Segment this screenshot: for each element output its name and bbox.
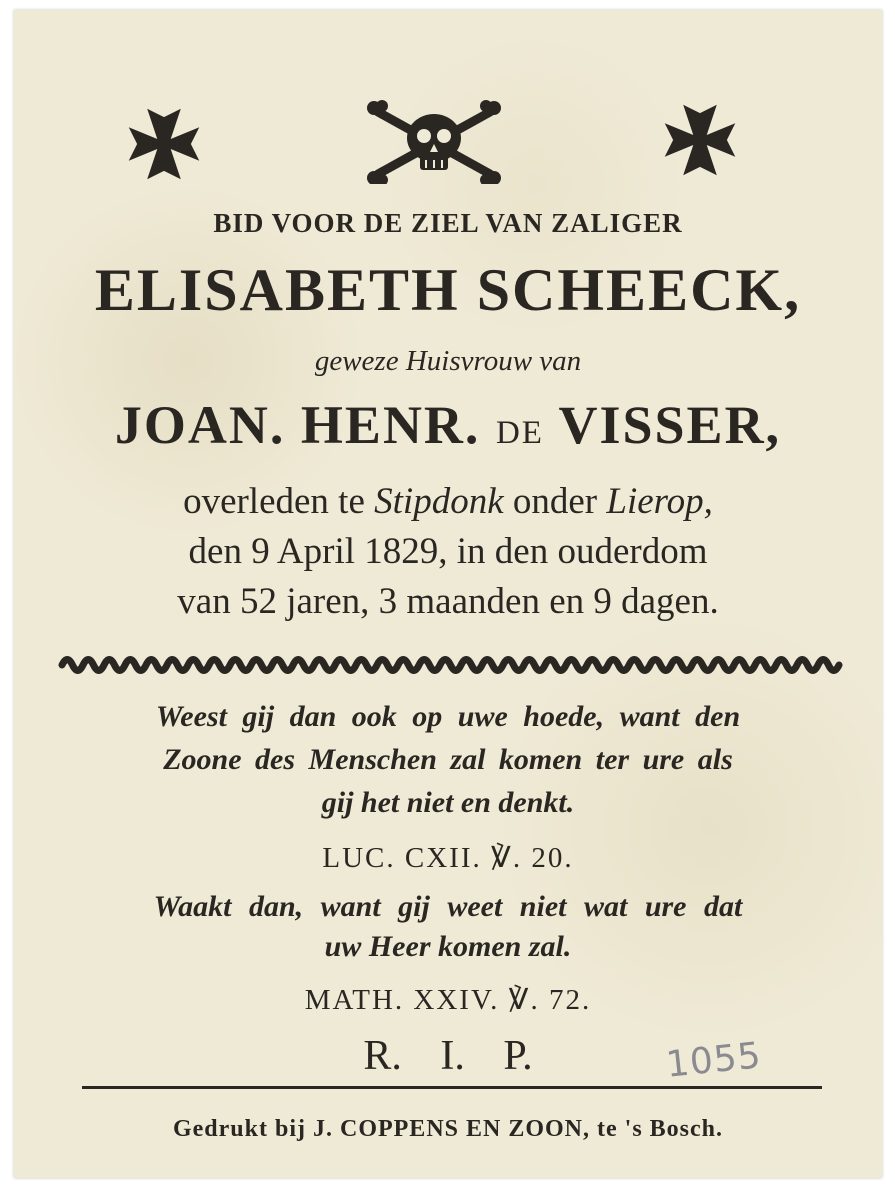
wave-divider-line: [62, 660, 839, 671]
verse1-line2: Zoone des Menschen zal komen ter ure als: [163, 743, 733, 776]
deceased-name: ELISABETH SCHEECK,: [94, 257, 802, 323]
wave-divider: [14, 650, 882, 680]
husband-particle: DE: [495, 415, 544, 451]
death-place-prefix: overleden te: [183, 481, 365, 522]
husband-first-names: JOAN. HENR.: [114, 395, 481, 455]
memorial-card: [14, 10, 882, 1178]
husband-surname: VISSER,: [558, 395, 782, 455]
prayer-heading: BID VOOR DE ZIEL VAN ZALIGER: [213, 208, 683, 238]
verse1-line3: gij het niet en denkt.: [321, 786, 575, 819]
relation-text: geweze Huisvrouw van: [314, 345, 582, 377]
maltese-cross-icon: [122, 102, 206, 186]
verse2-line2: uw Heer komen zal.: [324, 930, 572, 963]
death-date-line: den 9 April 1829, in den ouderdom: [188, 531, 708, 572]
verse1-reference: LUC. CXII. ℣. 20.: [322, 842, 574, 874]
verse2-line1: Waakt dan, want gij weet niet wat ure dat: [153, 890, 743, 923]
printer-credit: Gedrukt bij J. COPPENS EN ZOON, te 's Bosch.: [172, 1116, 724, 1142]
maltese-cross-icon: [658, 98, 742, 182]
husband-name: [14, 394, 882, 456]
ornament-row: [14, 98, 882, 208]
skull-and-crossbones-icon: [364, 100, 504, 184]
death-place: Stipdonk: [374, 481, 504, 522]
verse2-reference: MATH. XXIV. ℣. 72.: [304, 984, 592, 1016]
handwritten-number: 1055: [664, 1035, 764, 1086]
footer-rule: [82, 1086, 822, 1089]
verse1-line1: Weest gij dan ook op uwe hoede, want den: [155, 700, 741, 733]
death-place-mid: onder: [512, 481, 598, 522]
rip-text: R. I. P.: [363, 1033, 533, 1079]
age-line: van 52 jaren, 3 maanden en 9 dagen.: [177, 581, 719, 622]
death-place-line: [14, 480, 882, 523]
death-region: Lierop,: [606, 481, 713, 522]
